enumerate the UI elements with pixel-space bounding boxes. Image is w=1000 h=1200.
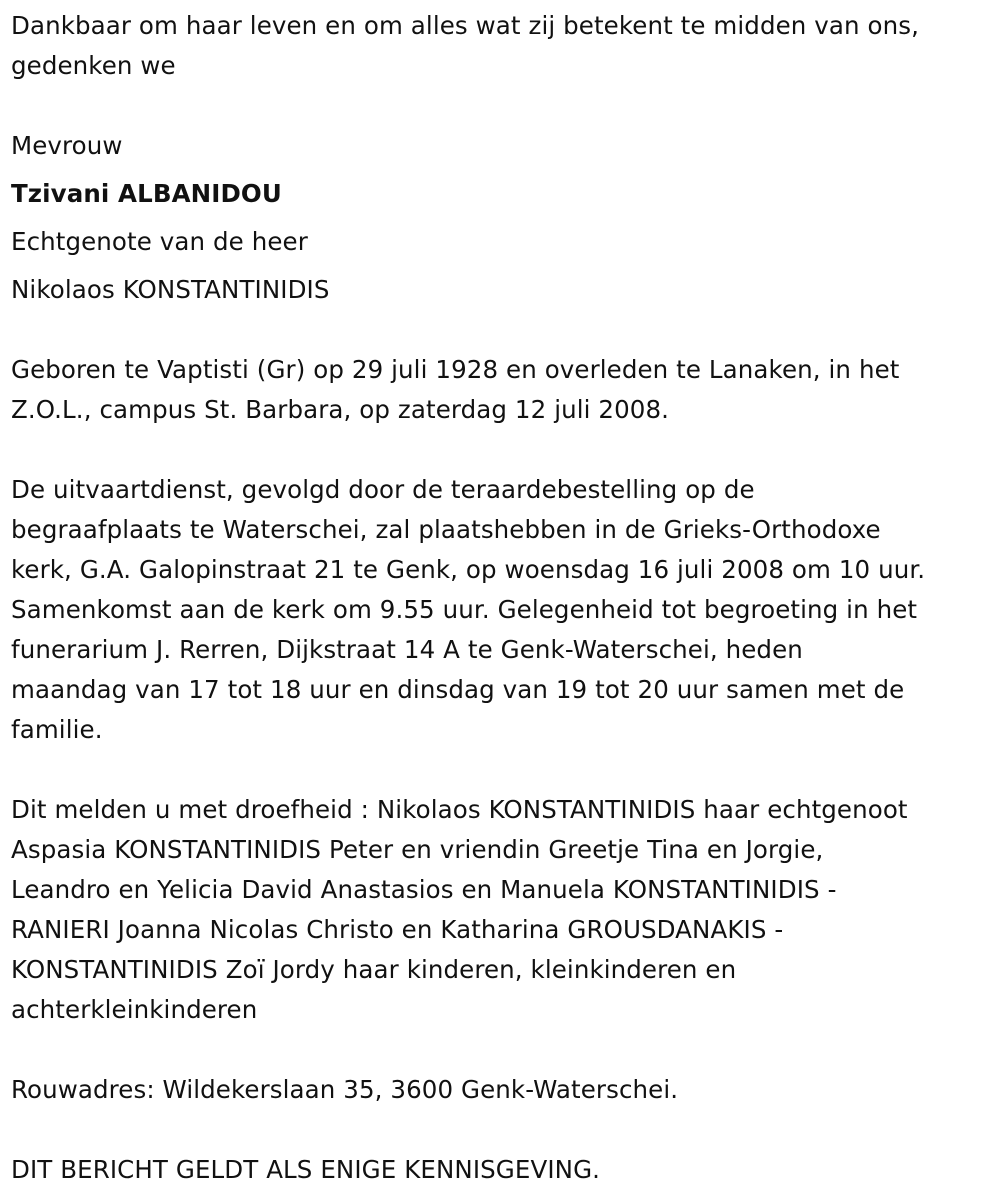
footer-text: DIT BERICHT GELDT ALS ENIGE KENNISGEVING.: [11, 1155, 601, 1184]
intro-text: Dankbaar om haar leven en om alles wat zij betekent te midden van ons, gedenken we: [11, 11, 919, 80]
salutation: Mevrouw: [11, 131, 123, 160]
family-text: Dit melden u met droefheid : Nikolaos KONSTANTINIDIS haar echtgenoot Aspasia KONSTANTINIDIS Peter en vriendin Greetje Tina en Jorgie, Leandro en Yelicia David Anastasios en Manuela KONSTANTINIDIS - RANIERI Joanna Nicolas Christo en Katharina GROUSDANAKIS - KONSTANTINIDIS Zoï Jordy haar kinderen, kleinkinderen en achterkleinkinderen: [11, 795, 908, 1024]
obituary-notice: [11, 6, 991, 1190]
address-text: Rouwadres: Wildekerslaan 35, 3600 Genk-Waterschei.: [11, 1075, 679, 1104]
birth-death-text: Geboren te Vaptisti (Gr) op 29 juli 1928 en overleden te Lanaken, in het Z.O.L., campus St. Barbara, op zaterdag 12 juli 2008.: [11, 355, 900, 424]
deceased-name: Tzivani ALBANIDOU: [11, 179, 282, 208]
spouse-line-2: Nikolaos KONSTANTINIDIS: [11, 275, 330, 304]
funeral-text: De uitvaartdienst, gevolgd door de teraardebestelling op de begraafplaats te Waterschei, zal plaatshebben in de Grieks-Orthodoxe kerk, G.A. Galopinstraat 21 te Genk, op woensdag 16 juli 2008 om 10 uur. Samenkomst aan de kerk om 9.55 uur. Gelegenheid tot begroeting in het funerarium J. Rerren, Dijkstraat 14 A te Genk-Waterschei, heden maandag van 17 tot 18 uur en dinsdag van 19 tot 20 uur samen met de familie.: [11, 475, 926, 744]
spouse-line-1: Echtgenote van de heer: [11, 227, 308, 256]
